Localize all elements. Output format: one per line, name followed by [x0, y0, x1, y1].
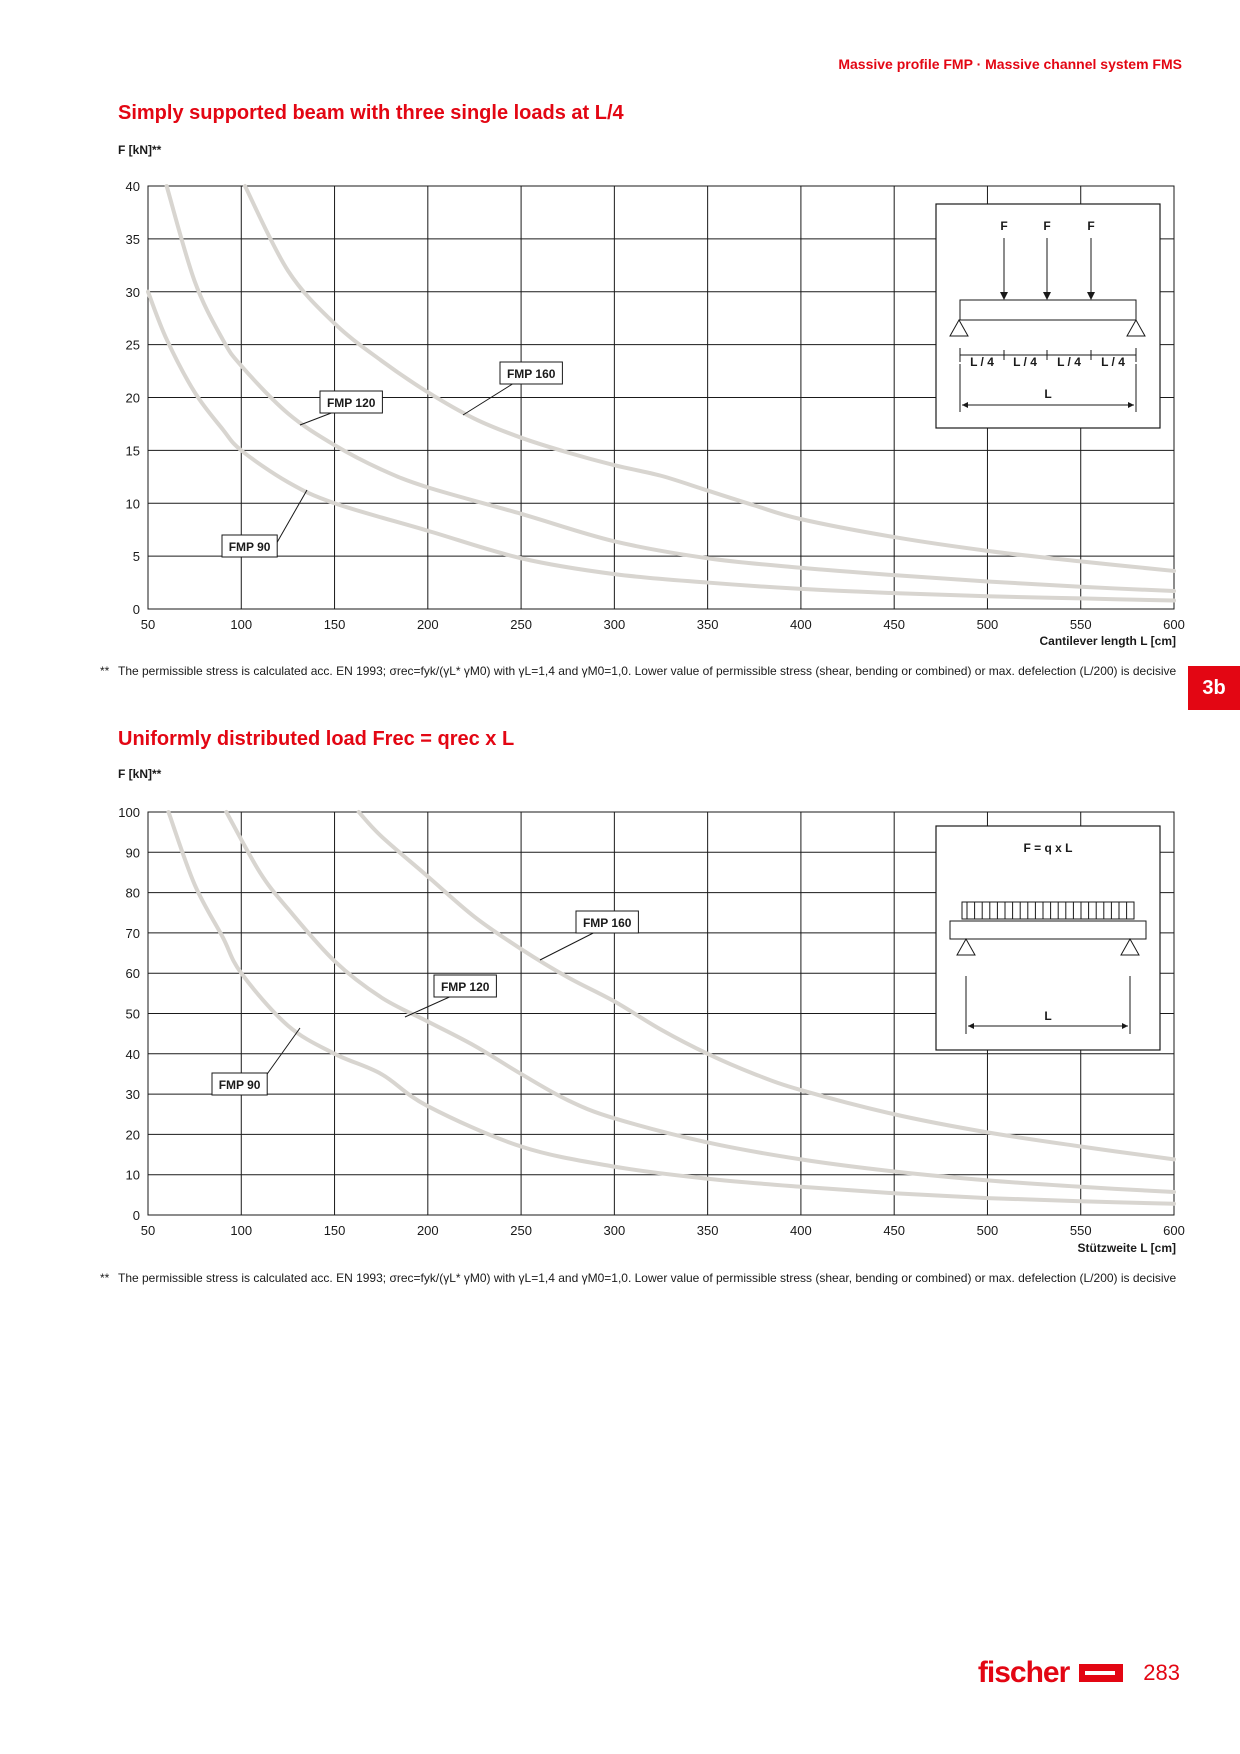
diagram-quarter-label-1: L / 4	[970, 355, 994, 369]
x-tick-label: 500	[976, 617, 999, 632]
y-tick-label: 30	[125, 1087, 140, 1103]
y-tick-label: 40	[125, 179, 140, 194]
x-tick-label: 200	[416, 1223, 439, 1238]
x-tick-label: 250	[510, 617, 532, 632]
y-tick-label: 20	[125, 1127, 140, 1143]
series-label: FMP 160	[582, 916, 632, 930]
y-tick-label: 10	[125, 496, 140, 512]
x-tick-label: 450	[883, 617, 906, 632]
y-tick-label: 5	[132, 549, 140, 565]
x-tick-label: 550	[1069, 617, 1092, 632]
y-tick-label: 20	[125, 390, 140, 406]
diagram-quarter-label-2: L / 4	[1013, 355, 1037, 369]
x-tick-label: 400	[790, 617, 812, 632]
chart1-x-label: Cantilever length L [cm]	[1039, 634, 1176, 648]
footer	[978, 1656, 1180, 1690]
x-tick-label: 50	[140, 1223, 156, 1238]
y-tick-label: 15	[125, 443, 140, 459]
brand-logo-text: fischer	[977, 1656, 1070, 1689]
y-tick-label: 60	[125, 966, 140, 982]
y-tick-label: 40	[125, 1046, 140, 1062]
header-title: Massive profile FMP · Massive channel system FMS	[838, 56, 1182, 72]
y-tick-label: 0	[132, 602, 140, 617]
y-tick-label: 25	[125, 337, 140, 353]
x-tick-label: 600	[1163, 1223, 1185, 1238]
diagram-force-label-2: F	[1043, 219, 1051, 233]
x-tick-label: 250	[510, 1223, 532, 1238]
y-tick-label: 35	[125, 231, 140, 247]
diagram-formula-label: F = q x L	[1023, 841, 1073, 855]
footnote-text: The permissible stress is calculated acc. EN 1993; σrec=fyk/(γL* γM0) with γL=1,4 and γM0=1,0. Lower value of permissible stress (shear, bending or combined) or max. defelection (L/200) is decisive	[118, 664, 1177, 678]
x-tick-label: 150	[323, 1223, 346, 1238]
x-tick-label: 350	[696, 1223, 719, 1238]
y-tick-label: 70	[125, 925, 140, 941]
diagram-quarter-label-4: L / 4	[1101, 355, 1125, 369]
y-tick-label: 30	[125, 284, 140, 300]
series-label: FMP 160	[506, 367, 556, 381]
diagram-span-label: L	[1044, 387, 1052, 401]
x-tick-label: 50	[140, 617, 156, 632]
x-tick-label: 450	[883, 1223, 906, 1238]
diagram-force-label-1: F	[1000, 219, 1008, 233]
y-tick-label: 0	[132, 1208, 140, 1223]
x-tick-label: 550	[1069, 1223, 1092, 1238]
brand-logo-mark-icon	[1079, 1664, 1123, 1682]
x-tick-label: 600	[1163, 617, 1185, 632]
y-tick-label: 50	[125, 1006, 140, 1022]
footnote-marker: **	[100, 1271, 110, 1285]
footnote-marker: **	[100, 664, 110, 678]
diagram-span-label: L	[1044, 1009, 1052, 1023]
section1-title: Simply supported beam with three single loads at L/4	[118, 102, 624, 124]
x-tick-label: 350	[696, 617, 719, 632]
chart1-y-label: F [kN]**	[118, 143, 162, 157]
chart2-x-label: Stützweite L [cm]	[1077, 1241, 1176, 1255]
y-tick-label: 100	[118, 805, 140, 820]
x-tick-label: 300	[603, 617, 626, 632]
chapter-tab[interactable]: 3b	[1188, 666, 1240, 710]
x-tick-label: 100	[230, 617, 253, 632]
y-tick-label: 10	[125, 1167, 140, 1183]
chart2-y-label: F [kN]**	[118, 767, 162, 781]
x-tick-label: 500	[976, 1223, 999, 1238]
x-tick-label: 200	[416, 617, 439, 632]
footnote-text: The permissible stress is calculated acc. EN 1993; σrec=fyk/(γL* γM0) with γL=1,4 and γM0=1,0. Lower value of permissible stress (shear, bending or combined) or max. defelection (L/200) is decisive	[118, 1271, 1177, 1285]
section2-title: Uniformly distributed load Frec = qrec x L	[118, 728, 515, 750]
section2-footnote	[100, 1270, 1178, 1287]
diagram-force-label-3: F	[1087, 219, 1095, 233]
page-number: 283	[1143, 1660, 1180, 1685]
y-tick-label: 90	[125, 845, 140, 861]
x-tick-label: 400	[790, 1223, 812, 1238]
series-label: FMP 120	[326, 396, 376, 410]
series-label: FMP 90	[228, 540, 271, 554]
diagram-quarter-label-3: L / 4	[1057, 355, 1081, 369]
y-tick-label: 80	[125, 885, 140, 901]
series-label: FMP 90	[218, 1078, 261, 1092]
series-label: FMP 120	[440, 980, 490, 994]
beam-diagram-distributed-load	[936, 826, 1160, 1050]
x-tick-label: 100	[230, 1223, 253, 1238]
x-tick-label: 150	[323, 617, 346, 632]
x-tick-label: 300	[603, 1223, 626, 1238]
